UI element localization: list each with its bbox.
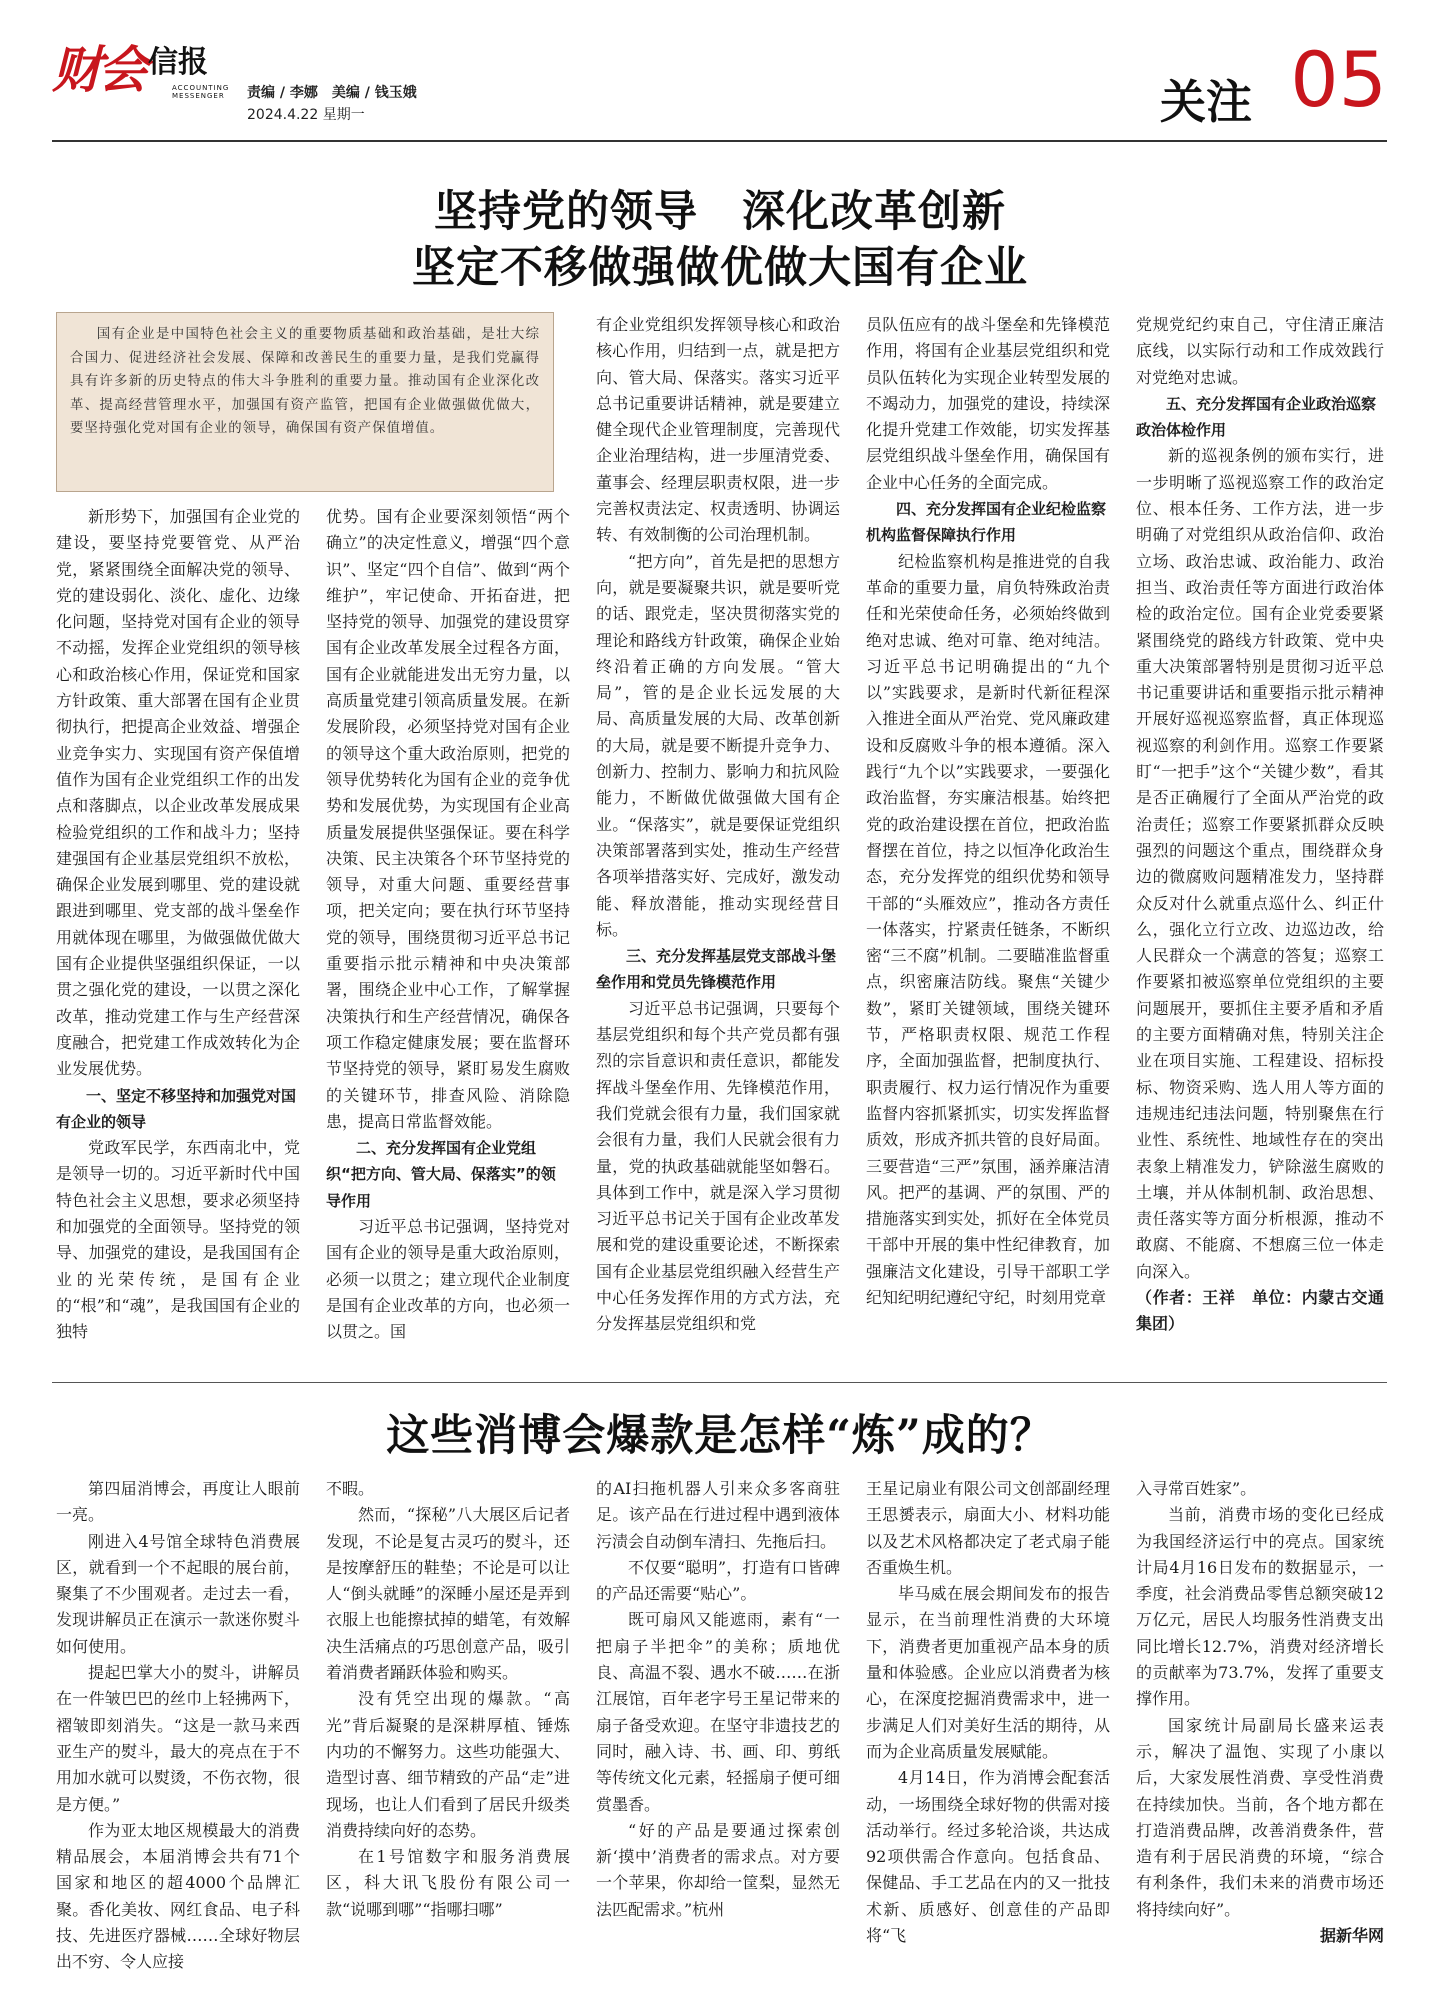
article2-column-1 <box>56 1476 300 1976</box>
paragraph: “好的产品是要通过探索创新‘摸中’消费者的需求点。对方要一个苹果，你却给一筐梨，显然无法匹配需求。”杭州 <box>596 1820 840 1919</box>
paragraph: 提起巴掌大小的熨斗，讲解员在一件皱巴巴的丝巾上轻拂两下，褶皱即刻消失。“这是一款马来西亚生产的熨斗，最大的亮点在于不用加水就可以熨烫，不伤衣物，很是方便。” <box>56 1663 300 1814</box>
paragraph: 党规党纪约束自己，守住清正廉洁底线，以实际行动和工作成效践行对党绝对忠诚。 <box>1136 315 1384 387</box>
article1-title-line2: 坚定不移做强做优做大国有企业 <box>412 243 1028 293</box>
paragraph: 刚进入4号馆全球特色消费展区，就看到一个不起眼的展台前，聚集了不少围观者。走过去一看，发现讲解员正在演示一款迷你熨斗如何使用。 <box>56 1531 300 1656</box>
article1-column-1 <box>56 504 300 1346</box>
paragraph: 毕马威在展会期间发布的报告显示，在当前理性消费的大环境下，消费者更加重视产品本身的质量和体验感。企业应以消费者为核心，在深度挖掘消费需求中，进一步满足人们对美好生活的期待，从而为企业高质量发展赋能。 <box>866 1584 1110 1761</box>
issue-date: 2024.4.22 星期一 <box>247 107 365 123</box>
paragraph: 既可扇风又能遮雨，素有“一把扇子半把伞”的美称；质地优良、高温不裂、遇水不破……在浙江展馆，百年老字号王星记带来的扇子备受欢迎。在坚守非遗技艺的同时，融入诗、书、画、印、剪纸等传统文化元素，轻摇扇子便可细赏墨香。 <box>596 1610 840 1814</box>
section-heading: 五、充分发挥国有企业政治巡察政治体检作用 <box>1136 394 1377 440</box>
paragraph: 习近平总书记强调，只要每个基层党组织和每个共产党员都有强烈的宗旨意识和责任意识，都能发挥战斗堡垒作用、先锋模范作用，我们党就会很有力量，我们国家就会很有力量，我们人民就会很有力量，党的执政基础就能坚如磐石。具体到工作中，就是深入学习贯彻习近平总书记关于国有企业改革发展和党的建设重要论述，不断探索国有企业基层党组织融入经营生产中心任务发挥作用的方式方法，充分发挥基层党组织和党 <box>596 998 840 1334</box>
paragraph: 第四届消博会，再度让人眼前一亮。 <box>56 1479 300 1525</box>
section-heading: 四、充分发挥国有企业纪检监察机构监督保障执行作用 <box>866 500 1107 545</box>
paragraph: 优势。国有企业要深刻领悟“两个确立”的决定性意义，增强“四个意识”、坚定“四个自信”、做到“两个维护”，牢记使命、开拓奋进，把坚持党的领导、加强党的建设贯穿国有企业改革发展全过程各方面，国有企业就能进发出无穷力量，以高质量党建引领高质量发展。在新发展阶段，必须坚持党对国有企业的领导这个重大政治原则，把党的领导优势转化为国有企业的竞争优势和发展优势，为实现国有企业高质量发展提供坚强保证。要在科学决策、民主决策各个环节坚持党的领导，对重大问题、重要经营事项，把关定向；要在执行环节坚持党的领导，围绕贯彻习近平总书记重要指示批示精神和中央决策部署，围绕企业中心工作，了解掌握决策执行和生产经营情况，确保各项工作稳定健康发展；要在监督环节坚持党的领导，紧盯易发生腐败的关键环节，排查风险、消除隐患，提高日常监督效能。 <box>326 507 570 1131</box>
paragraph: “把方向”，首先是把的思想方向，就是要凝聚共识，就是要听党的话、跟党走，坚决贯彻落实党的理论和路线方针政策，确保企业始终沿着正确的方向发展。“管大局”，管的是企业长远发展的大局、高质量发展的大局、改革创新的大局，就是要不断提升竞争力、创新力、控制力、影响力和抗风险能力，不断做优做强做大国有企业。“保落实”，就是要保证党组织决策部署落到实处，推动生产经营各项举措落实好、完成好，激发动能、释放潜能，推动实现经营目标。 <box>596 551 840 939</box>
source-credit: 据新华网 <box>1319 1926 1384 1946</box>
logo-english <box>172 84 229 100</box>
article2-column-5 <box>1136 1476 1384 1949</box>
paragraph: 新形势下，加强国有企业党的建设，要坚持党要管党、从严治党，紧紧围绕全面解决党的领导、党的建设弱化、淡化、虚化、边缘化问题，坚持党对国有企业的领导不动摇，发挥企业党组织的领导核心和政治核心作用，保证党和国家方针政策、重大部署在国有企业贯彻执行，把提高企业效益、增强企业竞争实力、实现国有资产保值增值作为国有企业党组织工作的出发点和落脚点，以企业改革发展成果检验党组织的工作和战斗力；坚持建强国有企业基层党组织不放松，确保企业发展到哪里、党的建设就跟进到哪里、党支部的战斗堡垒作用就体现在哪里，为做强做优做大国有企业提供坚强组织保证，一以贯之强化党的建设，一以贯之深化改革，推动党建工作与生产经营深度融合，把党建工作成效转化为企业发展优势。 <box>56 507 300 1079</box>
paragraph: 不暇。 <box>326 1479 375 1498</box>
author-credit: （作者：王祥 单位：内蒙古交通集团） <box>1136 1287 1384 1334</box>
paragraph: 然而，“探秘”八大展区后记者发现，不论是复古灵巧的熨斗，还是按摩舒压的鞋垫；不论是可以让人“倒头就睡”的深睡小屋还是弄到衣服上也能擦拭掉的蜡笔，有效解决生活痛点的巧思创意产品，吸引着消费者踊跃体验和购买。 <box>326 1505 570 1683</box>
article1-column-3 <box>596 312 840 1338</box>
section-heading: 一、坚定不移坚持和加强党对国有企业的领导 <box>56 1086 297 1131</box>
paragraph: 在1号馆数字和服务消费展区，科大讯飞股份有限公司一款“说哪到哪”“指哪扫哪” <box>326 1847 570 1919</box>
editors-credit: 责编 / 李娜 美编 / 钱玉娥 <box>247 85 417 101</box>
article2-column-3 <box>596 1476 840 1923</box>
paragraph: 党政军民学，东西南北中，党是领导一切的。习近平新时代中国特色社会主义思想，要求必须坚持和加强党的全面领导。坚持党的领导、加强党的建设，是我国国有企业的光荣传统，是国有企业的“根”和“魂”，是我国国有企业的独特 <box>56 1138 300 1342</box>
paragraph: 入寻常百姓家”。 <box>1136 1479 1257 1498</box>
logo-paper-name: 信报 <box>148 45 208 80</box>
page-number: 05 <box>1290 35 1387 124</box>
paragraph: 员队伍应有的战斗堡垒和先锋模范作用，将国有企业基层党组织和党员队伍转化为实现企业转型发展的不竭动力，加强党的建设，持续深化提升党建工作效能，切实发挥基层党组织战斗堡垒作用，确保国有企业中心任务的全面完成。 <box>866 315 1110 492</box>
masthead <box>52 35 1387 133</box>
paragraph: 纪检监察机构是推进党的自我革命的重要力量，肩负特殊政治责任和光荣使命任务，必须始终做到绝对忠诚、绝对可靠、绝对纯洁。习近平总书记明确提出的“九个以”实践要求，是新时代新征程深入推进全面从严治党、党风廉政建设和反腐败斗争的根本遵循。深入践行“九个以”实践要求，一要强化政治监督，夯实廉洁根基。始终把党的政治建设摆在首位，把政治监督摆在首位，持之以恒净化政治生态，充分发挥党的组织优势和领导干部的“头雁效应”，推动各方责任一体落实，拧紧责任链条，不断织密“三不腐”机制。二要瞄准监督重点，织密廉洁防线。聚焦“关键少数”，紧盯关键领域，围绕关键环节，严格职责权限、规范工作程序，全面加强监督，把制度执行、职责履行、权力运行情况作为重要监督内容抓紧抓实，切实发挥监督质效，形成齐抓共管的良好局面。三要营造“三严”氛围，涵养廉洁清风。把严的基调、严的氛围、严的措施落实到实处，抓好在全体党员干部中开展的集中性纪律教育，加强廉洁文化建设，引导干部职工学纪知纪明纪遵纪守纪，时刻用党章 <box>866 551 1110 1307</box>
paragraph: 有企业党组织发挥领导核心和政治核心作用，归结到一点，就是把方向、管大局、保落实。落实习近平总书记重要讲话精神，就是要建立健全现代企业管理制度，完善现代企业治理结构，进一步厘清党委、董事会、经理层职责权限，进一步完善权责法定、权责透明、协调运转、有效制衡的公司治理机制。 <box>596 315 840 545</box>
article1-title-line1: 坚持党的领导 深化改革创新 <box>434 187 1006 237</box>
article2-title: 这些消博会爆款是怎样“炼”成的？ <box>386 1411 1054 1461</box>
paragraph: 习近平总书记强调，坚持党对国有企业的领导是重大政治原则，必须一以贯之；建立现代企业制度是国有企业改革的方向，也必须一以贯之。国 <box>326 1217 570 1342</box>
article-divider <box>52 1382 1387 1383</box>
article1-lead: 国有企业是中国特色社会主义的重要物质基础和政治基础，是壮大综合国力、促进经济社会发展、保障和改善民生的重要力量，是我们党赢得具有许多新的历史特点的伟大斗争胜利的重要力量。推动国有企业深化改革、提高经营管理水平，加强国有资产监管，把国有企业做强做优做大，要坚持强化党对国有企业的领导，确保国有资产保值增值。 <box>56 312 554 492</box>
logo-english-line2: MESSENGER <box>172 92 225 100</box>
paragraph: 不仅要“聪明”，打造有口皆碑的产品还需要“贴心”。 <box>596 1557 840 1604</box>
paragraph: 的AI扫拖机器人引来众多客商驻足。该产品在行进过程中遇到液体污渍会自动倒车清扫、先拖后扫。 <box>596 1479 840 1551</box>
logo-brand: 财会 <box>52 40 144 99</box>
paragraph: 作为亚太地区规模最大的消费精品展会，本届消博会共有71个国家和地区的超4000个品牌汇聚。香化美妆、网红食品、电子科技、先进医疗器械……全球好物层出不穷、令人应接 <box>56 1820 300 1972</box>
article1-column-2 <box>326 504 570 1346</box>
section-heading: 三、充分发挥基层党支部战斗堡垒作用和党员先锋模范作用 <box>596 947 837 992</box>
section-heading: 二、充分发挥国有企业党组织“把方向、管大局、保落实”的领导作用 <box>326 1139 556 1210</box>
paragraph: 国家统计局副局长盛来运表示，解决了温饱、实现了小康以后，大家发展性消费、享受性消费在持续加快。当前，各个地方都在打造消费品牌，改善消费条件，营造有利于居民消费的环境，“综合有利条件，我们未来的消费市场还将持续向好”。 <box>1136 1715 1384 1919</box>
article2-column-2 <box>326 1476 570 1923</box>
article1-column-4 <box>866 312 1110 1311</box>
article2-column-4 <box>866 1476 1110 1949</box>
paragraph: 新的巡视条例的颁布实行，进一步明晰了巡视巡察工作的政治定位、根本任务、工作方法，进一步明确了对党组织从政治信仰、政治立场、政治忠诚、政治能力、政治担当、政治责任等方面进行政治体检的政治定位。国有企业党委要紧紧围绕党的路线方针政策、党中央重大决策部署特别是贯彻习近平总书记重要讲话和重要指示批示精神开展好巡视巡察监督，真正体现巡视巡察的利剑作用。巡察工作要紧盯“一把手”这个“关键少数”，看其是否正确履行了全面从严治党的政治责任；巡察工作要紧抓群众反映强烈的问题这个重点，围绕群众身边的微腐败问题精准发力，坚持群众反对什么就重点巡什么、纠正什么，强化立行立改、边巡边改，给人民群众一个满意的答复；巡察工作要紧扣被巡察单位党组织的主要问题展开，要抓住主要矛盾和矛盾的主要方面精确对焦，特别关注企业在项目实施、工程建设、招标投标、物资采购、选人用人等方面的违规违纪违法问题，特别聚焦在行业性、系统性、地域性存在的突出表象上精准发力，铲除滋生腐败的土壤，并从体制机制、政治思想、责任落实等方面分析根源，推动不敢腐、不能腐、不想腐三位一体走向深入。 <box>1136 446 1384 1281</box>
paragraph: 4月14日，作为消博会配套活动，一场围绕全球好物的供需对接活动举行。经过多轮洽谈，共达成92项供需合作意向。包括食品、保健品、手工艺品在内的又一批技术新、质感好、创意佳的产品即将“飞 <box>866 1768 1110 1946</box>
paragraph: 王星记扇业有限公司文创部副经理王思赟表示，扇面大小、材料功能以及艺术风格都决定了老式扇子能否重焕生机。 <box>866 1479 1110 1577</box>
masthead-rule <box>52 140 1387 142</box>
article1-column-5 <box>1136 312 1384 1338</box>
paragraph: 没有凭空出现的爆款。“高光”背后凝聚的是深耕厚植、锤炼内功的不懈努力。这些功能强大、造型讨喜、细节精致的产品“走”进现场，也让人们看到了居民升级类消费持续向好的态势。 <box>326 1689 570 1840</box>
logo-english-line1: ACCOUNTING <box>172 84 230 92</box>
paragraph: 当前，消费市场的变化已经成为我国经济运行中的亮点。国家统计局4月16日发布的数据显示，一季度，社会消费品零售总额突破12万亿元，居民人均服务性消费支出同比增长12.7%，消费对经济增长的贡献率为73.7%，发挥了重要支撑作用。 <box>1136 1505 1384 1709</box>
section-name: 关注 <box>1160 75 1252 129</box>
